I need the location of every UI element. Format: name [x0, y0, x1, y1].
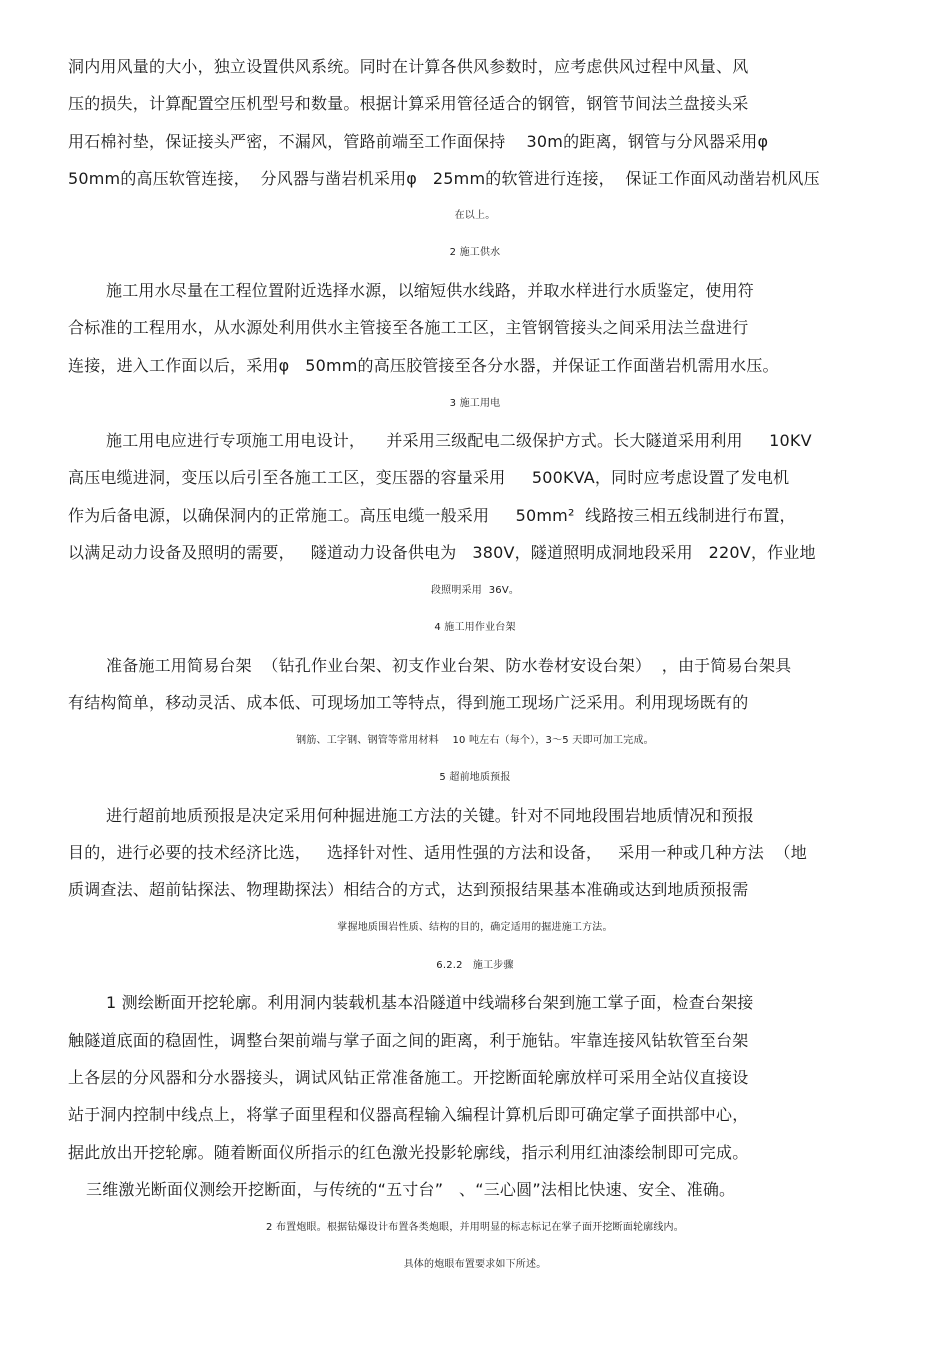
paragraph-line: 50mm的高压软管连接， 分风器与凿岩机采用φ 25mm的软管进行连接， 保证工作面风动凿岩机风压 — [68, 169, 820, 188]
paragraph-line: 以满足动力设备及照明的需要， 隧道动力设备供电为 380V，隧道照明成洞地段采用 220V，作业地 — [68, 543, 816, 562]
paragraph-line: 三维激光断面仪测绘开挖断面，与传统的“五寸台” 、“三心圆”法相比快速、安全、准确。 — [86, 1180, 736, 1199]
paragraph-line: 用石棉衬垫，保证接头严密，不漏风，管路前端至工作面保持 30m的距离，钢管与分风器采用φ — [68, 132, 769, 151]
paragraph-line: 触隧道底面的稳固性，调整台架前端与掌子面之间的距离，利于施钻。牢靠连接风钻软管至台架 — [68, 1031, 749, 1050]
paragraph-line: 据此放出开挖轮廓。随着断面仪所指示的红色激光投影轮廓线，指示利用红油漆绘制即可完成。 — [68, 1143, 749, 1162]
section-heading: 2 施工供水 — [449, 247, 501, 258]
section-heading: 3 施工用电 — [449, 398, 501, 409]
paragraph-line: 2 布置炮眼。根据钻爆设计布置各类炮眼，并用明显的标志标记在掌子面开挖断面轮廓线内。 — [266, 1222, 684, 1233]
paragraph-line: 上各层的分风器和分水器接头，调试风钻正常准备施工。开挖断面轮廓放样可采用全站仪直接设 — [68, 1068, 749, 1087]
paragraph-line: 段照明采用 36V。 — [430, 585, 520, 596]
subsection-heading: 6.2.2 施工步骤 — [436, 960, 514, 971]
paragraph-line: 作为后备电源，以确保洞内的正常施工。高压电缆一般采用 50mm² 线路按三相五线制进行布置， — [68, 506, 796, 525]
section-heading: 5 超前地质预报 — [439, 772, 511, 783]
paragraph-line: 进行超前地质预报是决定采用何种掘进施工方法的关键。针对不同地段围岩地质情况和预报 — [106, 806, 755, 825]
paragraph-line: 连接，进入工作面以后，采用φ 50mm的高压胶管接至各分水器，并保证工作面凿岩机需用水压。 — [68, 356, 779, 375]
section-heading: 4 施工用作业台架 — [434, 622, 516, 633]
paragraph-line: 准备施工用简易台架 （钻孔作业台架、初支作业台架、防水卷材安设台架） ，由于简易台架具 — [106, 656, 792, 675]
paragraph-line: 合标准的工程用水，从水源处利用供水主管接至各施工工区，主管钢管接头之间采用法兰盘进行 — [68, 318, 749, 337]
paragraph-line: 掌握地质围岩性质、结构的目的，确定适用的掘进施工方法。 — [337, 922, 613, 933]
paragraph-line: 在以上。 — [454, 210, 496, 221]
paragraph-line: 目的，进行必要的技术经济比选， 选择针对性、适用性强的方法和设备， 采用一种或几种方法 （地 — [68, 843, 807, 862]
paragraph-line: 站于洞内控制中线点上，将掌子面里程和仪器高程输入编程计算机后即可确定掌子面拱部中心， — [68, 1105, 749, 1124]
paragraph-line: 1 测绘断面开挖轮廓。利用洞内装载机基本沿隧道中线端移台架到施工掌子面，检查台架接 — [106, 993, 754, 1012]
paragraph-line: 洞内用风量的大小，独立设置供风系统。同时在计算各供风参数时，应考虑供风过程中风量、风 — [68, 57, 749, 76]
paragraph-line: 施工用水尽量在工程位置附近选择水源，以缩短供水线路，并取水样进行水质鉴定，使用符 — [106, 281, 755, 300]
paragraph-line: 质调查法、超前钻探法、物理勘探法）相结合的方式，达到预报结果基本准确或达到地质预报需 — [68, 880, 749, 899]
paragraph-line: 有结构简单，移动灵活、成本低、可现场加工等特点，得到施工现场广泛采用。利用现场既有的 — [68, 693, 749, 712]
paragraph-line: 钢筋、工字钢、钢管等常用材料 10 吨左右（每个），3～5 天即可加工完成。 — [296, 735, 654, 746]
paragraph-line: 高压电缆进洞，变压以后引至各施工工区，变压器的容量采用 500KVA，同时应考虑设置了发电机 — [68, 468, 790, 487]
paragraph-line: 具体的炮眼布置要求如下所述。 — [403, 1259, 547, 1270]
paragraph-line: 压的损失，计算配置空压机型号和数量。根据计算采用管径适合的钢管，钢管节间法兰盘接头采 — [68, 94, 749, 113]
paragraph-line: 施工用电应进行专项施工用电设计， 并采用三级配电二级保护方式。长大隧道采用利用 10KV — [106, 431, 812, 450]
